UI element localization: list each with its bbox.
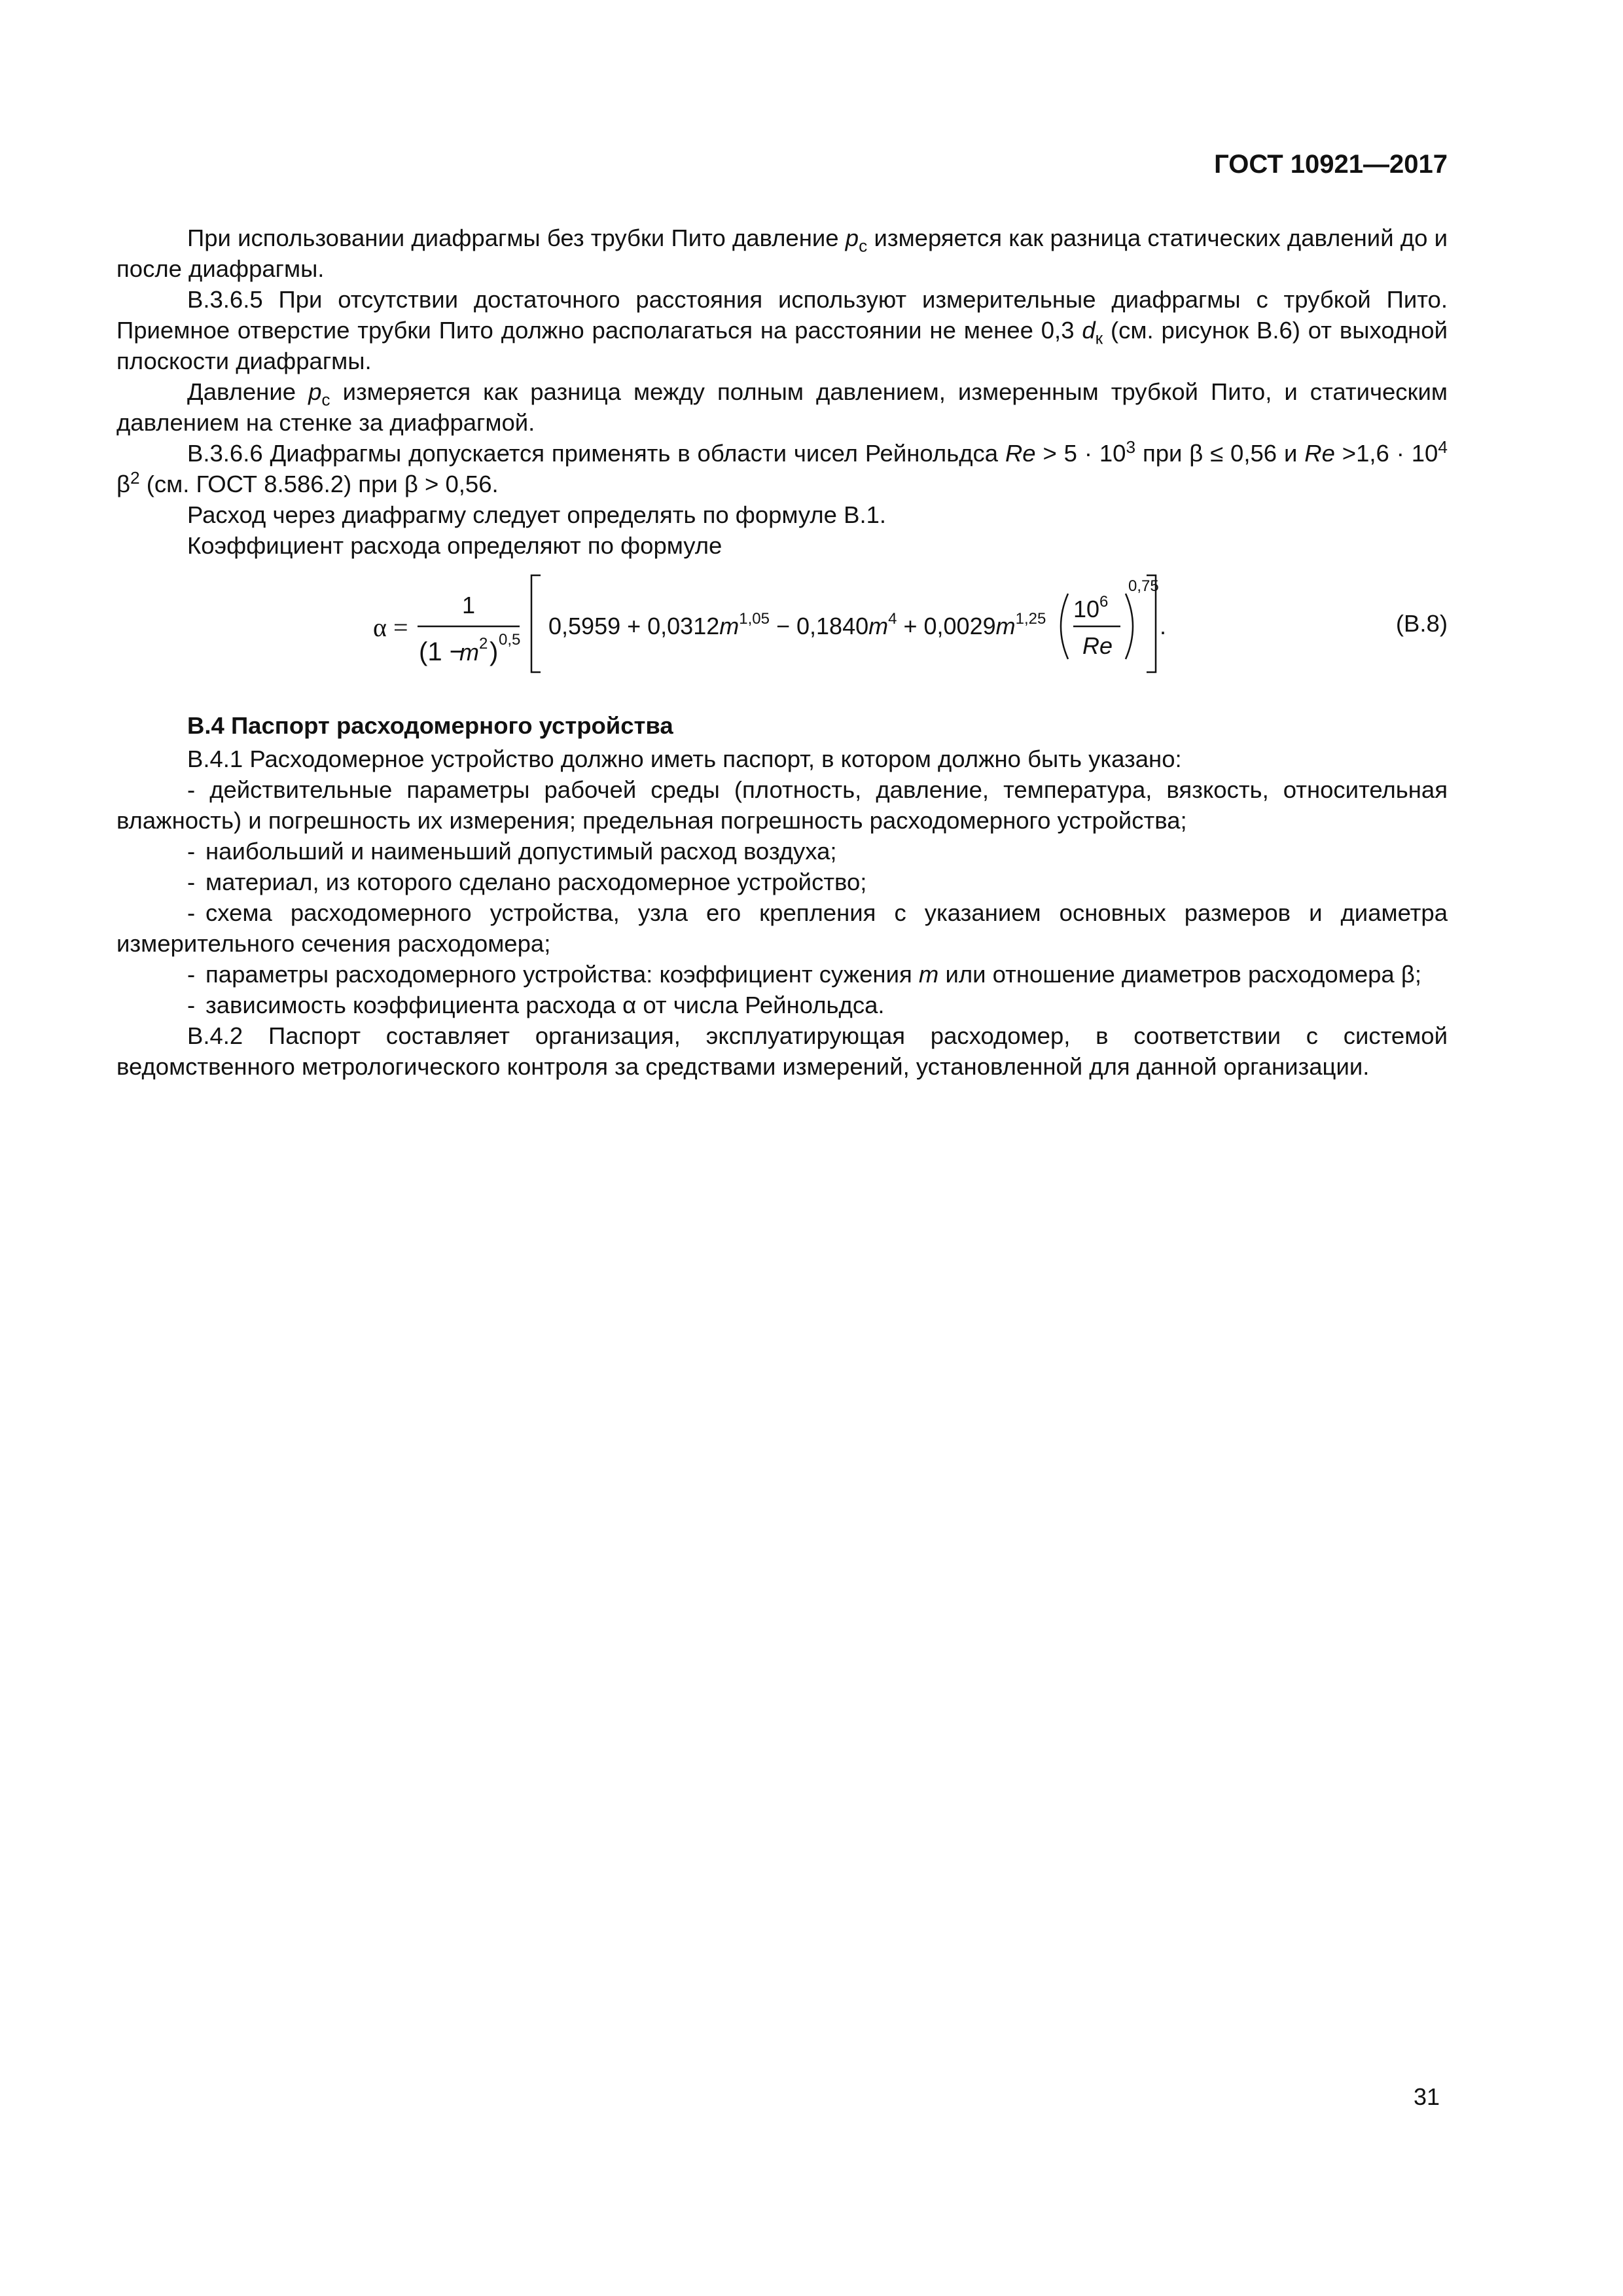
formula-den-exp: 2 bbox=[479, 635, 488, 653]
page-content bbox=[116, 223, 1448, 1082]
formula-lhs: α = bbox=[373, 613, 408, 642]
formula-b8-graphic bbox=[116, 567, 1448, 679]
formula-inner-den: Re bbox=[1082, 632, 1113, 659]
formula-end-dot: . bbox=[1160, 613, 1167, 639]
list-item-coefficient-dependence: - зависимость коэффициента расхода α от числа Рейнольдса. bbox=[187, 992, 885, 1018]
formula-den-m: m bbox=[459, 639, 479, 666]
formula-body-term1: $0,5959 + 0,0312m^{1,05} - 0,1840m^4 + 0,0029m^{1,25}$ bbox=[548, 610, 1046, 639]
list-item-parameters: - действительные параметры рабочей среды (плотность, давление, температура, вязкость, относительная влажность) и погрешность их измерения; предельная погрешность расходомерного устройства; bbox=[116, 776, 1448, 834]
formula-outer-power: 0,75 bbox=[1128, 577, 1159, 595]
formula-b8 bbox=[116, 567, 1448, 679]
formula-inner-num: $10^6$ bbox=[1073, 593, 1109, 622]
formula-number: (В.8) bbox=[1395, 610, 1448, 637]
formula-left-bracket bbox=[531, 575, 541, 672]
formula-den-close: ) bbox=[490, 637, 499, 666]
formula-inner-left-paren bbox=[1061, 594, 1068, 659]
paragraph-b365: В.3.6.5 При отсутствии достаточного расстояния используют измерительные диафрагмы с трубкой Пито. Приемное отверстие трубки Пито должно располагаться на расстоянии не менее 0,3 $d_к$ (см. рисунок В.6) от выходной плоскости диафрагмы. bbox=[116, 286, 1448, 374]
formula-den-power: 0,5 bbox=[499, 631, 521, 649]
formula-inner-right-paren bbox=[1126, 594, 1133, 659]
paragraph-b42: В.4.2 Паспорт составляет организация, эксплуатирующая расходомер, в соответствии с системой ведомственного метрологического контроля за средствами измерений, установленной для данной организации. bbox=[116, 1022, 1448, 1080]
paragraph-coefficient-intro: Коэффициент расхода определяют по формуле bbox=[187, 532, 722, 559]
list-item-device-parameters: - параметры расходомерного устройства: коэффициент сужения m или отношение диаметров расходомера β; bbox=[187, 961, 1421, 988]
paragraph-b366: В.3.6.6 Диафрагмы допускается применять в области чисел Рейнольдса $Re > 5 \cdot 10^3$ при β ≤ 0,56 и $Re >1,6 \cdot 10^4$ $\beta^2$ (см. ГОСТ 8.586.2) при β > 0,56. bbox=[116, 437, 1448, 497]
paragraph-pressure: Давление $p_c$ измеряется как разница между полным давлением, измеренным трубкой Пито, и статическим давлением на стенке за диафрагмой. bbox=[116, 378, 1448, 436]
formula-den-open: (1 − bbox=[419, 637, 465, 666]
list-item-flow-range: - наибольший и наименьший допустимый расход воздуха; bbox=[187, 838, 837, 865]
paragraph-b41: В.4.1 Расходомерное устройство должно иметь паспорт, в котором должно быть указано: bbox=[187, 745, 1182, 772]
formula-numerator: 1 bbox=[461, 592, 476, 619]
paragraph-flow-formula-ref: Расход через диафрагму следует определять по формуле В.1. bbox=[187, 501, 887, 528]
section-heading-b4: В.4 Паспорт расходомерного устройства bbox=[187, 712, 673, 739]
list-item-material: - материал, из которого сделано расходомерное устройство; bbox=[187, 869, 867, 895]
list-item-scheme: - схема расходомерного устройства, узла его крепления с указанием основных размеров и диаметра измерительного сечения расходомера; bbox=[116, 899, 1448, 957]
document-code-header: ГОСТ 10921—2017 bbox=[1214, 150, 1448, 179]
page-number: 31 bbox=[1413, 2083, 1440, 2110]
paragraph-pitot-absent: При использовании диафрагмы без трубки Пито давление $p_c$ измеряется как разница статических давлений до и после диафрагмы. bbox=[116, 224, 1448, 282]
